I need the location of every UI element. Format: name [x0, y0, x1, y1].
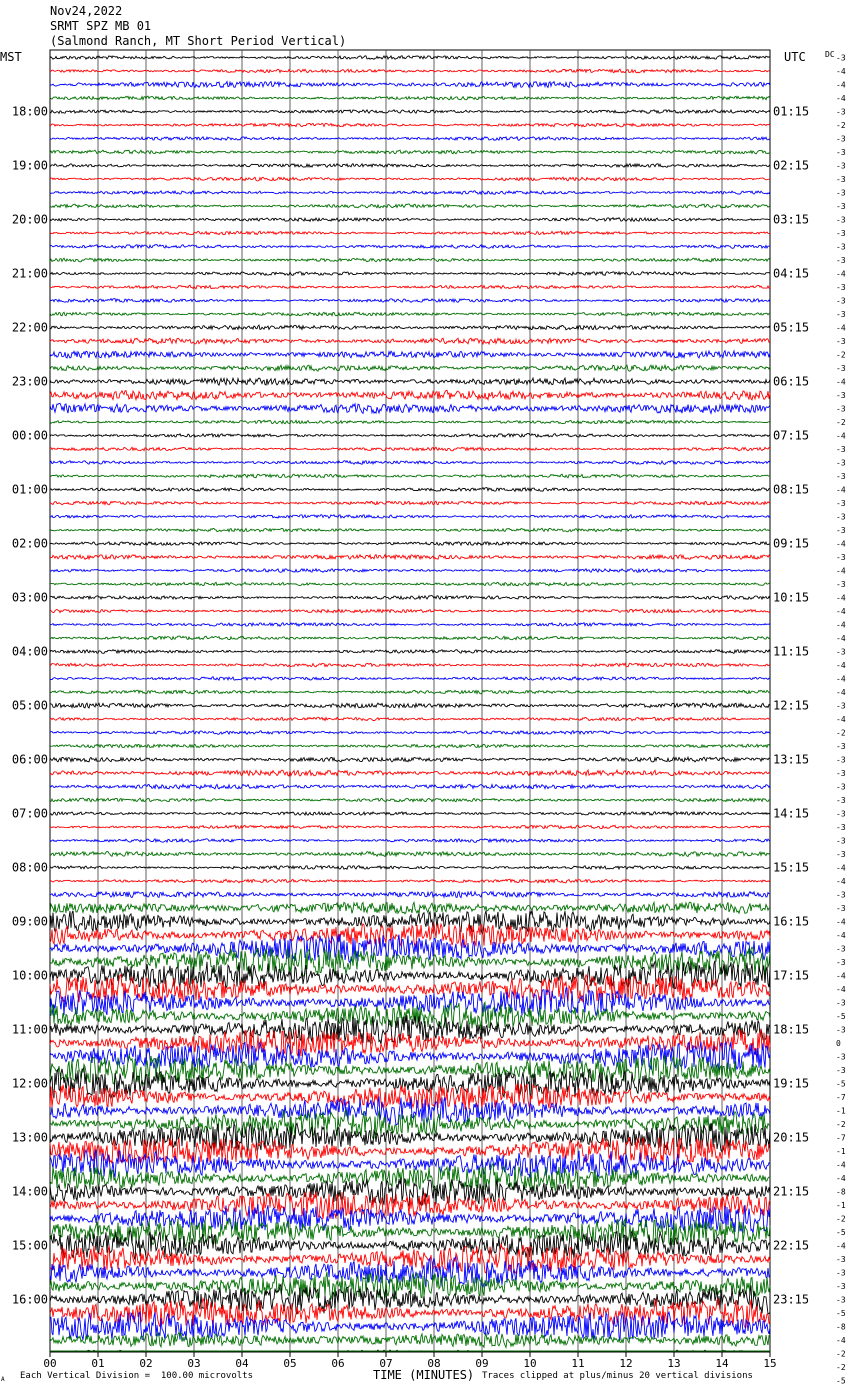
dc-offset-label: -3	[836, 647, 846, 657]
right-time-label: 19:15	[773, 1076, 810, 1091]
left-time-label: 15:00	[11, 1238, 48, 1253]
x-tick-label: 07	[379, 1357, 393, 1370]
dc-offset-label: -3	[836, 1282, 846, 1291]
left-time-label: 20:00	[11, 212, 48, 227]
dc-offset-label: -1	[836, 1147, 846, 1156]
seismic-trace	[50, 365, 770, 371]
dc-offset-label: -3	[836, 782, 846, 792]
seismic-trace	[50, 177, 770, 181]
seismic-trace	[50, 447, 770, 451]
dc-offset-label: -5	[836, 1228, 846, 1237]
right-time-label: 21:15	[773, 1184, 810, 1199]
dc-offset-label: -3	[836, 499, 846, 508]
dc-offset-label: -3	[836, 391, 846, 400]
dc-offset-label: -3	[836, 1255, 846, 1264]
x-tick-label: 10	[523, 1357, 537, 1370]
dc-offset-label: -4	[836, 94, 846, 103]
dc-offset-label: -3	[836, 1052, 846, 1062]
dc-offset-label: -2	[836, 1363, 846, 1372]
seismic-trace	[50, 663, 770, 667]
dc-offset-label: -3	[836, 512, 846, 522]
dc-offset-label: -4	[836, 80, 846, 90]
time-labels	[12, 54, 846, 1390]
x-tick-label: 06	[331, 1357, 345, 1370]
seismic-trace	[50, 717, 770, 721]
footer-scale: Each Vertical Division = 100.00 microvolts	[20, 1371, 253, 1381]
x-tick-label: 03	[187, 1357, 201, 1370]
left-time-label: 00:00	[11, 428, 48, 443]
dc-offset-label: -3	[836, 296, 846, 306]
seismic-trace	[50, 325, 770, 330]
left-time-label: 23:00	[11, 374, 48, 389]
seismic-trace	[50, 866, 770, 870]
header-date: Nov24,2022	[50, 4, 123, 18]
dc-offset-label: 0	[836, 1039, 841, 1048]
seismic-trace	[50, 879, 770, 883]
dc-offset-label: -5	[836, 1012, 846, 1021]
left-time-label: 03:00	[11, 590, 48, 605]
dc-offset-label: -3	[836, 769, 846, 778]
seismic-trace	[50, 528, 770, 532]
header-station: SRMT SPZ MB 01	[50, 19, 152, 33]
dc-offset-label: -3	[836, 148, 846, 157]
dc-offset-label: -3	[836, 755, 846, 765]
dc-offset-label: -3	[836, 175, 846, 184]
seismic-trace	[50, 461, 770, 465]
dc-offset-label: -3	[836, 337, 846, 346]
dc-offset-label: -7	[836, 1133, 846, 1143]
seismic-trace	[50, 677, 770, 681]
seismic-trace	[50, 892, 770, 898]
header-location: (Salmond Ranch, MT Short Period Vertical)	[50, 34, 347, 48]
seismic-trace	[50, 123, 770, 127]
seismic-trace	[50, 852, 770, 857]
dc-offset-label: -4	[836, 634, 846, 643]
seismic-trace	[50, 420, 770, 424]
right-time-label: 14:15	[773, 806, 810, 821]
x-tick-label: 09	[475, 1357, 489, 1370]
seismic-trace	[50, 555, 770, 560]
seismic-trace	[50, 272, 770, 276]
dc-offset-label: -3	[836, 310, 846, 319]
seismic-trace	[50, 245, 770, 249]
seismic-trace	[50, 351, 770, 358]
seismic-trace	[50, 191, 770, 195]
x-tick-label: 02	[139, 1357, 153, 1370]
dc-offset-label: -2	[836, 350, 846, 360]
seismic-trace	[50, 474, 770, 478]
dc-offset-label: -3	[836, 53, 846, 63]
dc-offset-label: -3	[836, 445, 846, 454]
right-time-label: 20:15	[773, 1130, 810, 1145]
left-time-label: 01:00	[11, 482, 48, 497]
dc-offset-label: -3	[836, 1025, 846, 1035]
dc-offset-label: -3	[836, 134, 846, 144]
dc-offset-label: -5	[836, 1079, 846, 1089]
dc-offset-label: -4	[836, 931, 846, 940]
dc-offset-label: -3	[836, 472, 846, 481]
dc-offset-label: -4	[836, 917, 846, 927]
seismic-trace	[50, 825, 770, 829]
dc-offset-label: -3	[836, 904, 846, 913]
seismic-trace	[50, 744, 770, 748]
dc-offset-label: -4	[836, 377, 846, 387]
dc-offset-label: -3	[836, 404, 846, 414]
x-tick-label: 00	[43, 1357, 57, 1370]
seismic-trace	[50, 150, 770, 154]
x-tick-label: 11	[571, 1357, 585, 1370]
x-tick-label: 15	[763, 1357, 777, 1370]
dc-offset-label: -4	[836, 620, 846, 630]
dc-offset-label: -2	[836, 418, 846, 427]
footer-corner-mark: A	[1, 1376, 5, 1383]
seismic-trace	[50, 285, 770, 289]
dc-offset-label: -4	[836, 1336, 846, 1345]
dc-offset-label: -2	[836, 1120, 846, 1129]
seismic-trace	[50, 299, 770, 303]
right-time-label: 05:15	[773, 320, 810, 335]
dc-offset-label: -4	[836, 715, 846, 724]
dc-offset-label: -4	[836, 67, 846, 76]
seismic-trace	[50, 338, 770, 344]
left-time-label: 19:00	[11, 158, 48, 173]
right-time-label: 22:15	[773, 1238, 810, 1253]
right-time-label: 02:15	[773, 158, 810, 173]
dc-offset-label: -4	[836, 1174, 846, 1183]
x-tick-label: 14	[715, 1357, 729, 1370]
dc-offset-label: -3	[836, 958, 846, 967]
dc-offset-label: -2	[836, 728, 846, 738]
x-tick-label: 12	[619, 1357, 633, 1370]
dc-offset-label: -3	[836, 553, 846, 562]
dc-offset-label: -4	[836, 566, 846, 576]
seismic-trace	[50, 609, 770, 613]
dc-offset-label: -5	[836, 1376, 846, 1386]
dc-offset-label: -3	[836, 161, 846, 171]
dc-offset-label: -1	[836, 1106, 846, 1116]
right-time-label: 01:15	[773, 104, 810, 119]
right-time-label: 09:15	[773, 536, 810, 551]
dc-offset-label: -3	[836, 944, 846, 954]
dc-offset-label: -3	[836, 458, 846, 468]
dc-offset-label: -3	[836, 580, 846, 589]
dc-offset-label: -4	[836, 863, 846, 873]
left-time-label: 04:00	[11, 644, 48, 659]
seismic-trace	[50, 542, 770, 546]
dc-offset-label: -3	[836, 1295, 846, 1305]
dc-offset-label: -3	[836, 256, 846, 265]
left-time-label: 21:00	[11, 266, 48, 281]
dc-offset-label: -8	[836, 1187, 846, 1197]
dc-offset-label: -4	[836, 323, 846, 333]
seismic-trace	[50, 784, 770, 789]
dc-offset-label: -3	[836, 742, 846, 751]
seismic-trace	[50, 501, 770, 505]
seismic-trace	[50, 312, 770, 316]
left-time-label: 18:00	[11, 104, 48, 119]
left-time-label: 22:00	[11, 320, 48, 335]
dc-offset-label: -3	[836, 202, 846, 211]
dc-offset-label: -3	[836, 823, 846, 832]
dc-offset-label: -4	[836, 674, 846, 684]
seismic-trace	[50, 1299, 770, 1328]
right-time-label: 08:15	[773, 482, 810, 497]
right-time-label: 03:15	[773, 212, 810, 227]
dc-offset-label: -8	[836, 1322, 846, 1332]
left-time-label: 05:00	[11, 698, 48, 713]
seismic-trace	[50, 488, 770, 492]
seismic-trace	[50, 569, 770, 573]
left-time-label: 10:00	[11, 968, 48, 983]
seismic-trace	[50, 137, 770, 141]
x-tick-label: 08	[427, 1357, 441, 1370]
dc-offset-label: -3	[836, 215, 846, 225]
dc-offset-label: -3	[836, 1066, 846, 1075]
seismic-trace	[50, 515, 770, 519]
seismic-trace	[50, 636, 770, 640]
right-time-label: 12:15	[773, 698, 810, 713]
x-tick-label: 05	[283, 1357, 297, 1370]
x-tick-label: 13	[667, 1357, 681, 1370]
dc-offset-label: -3	[836, 796, 846, 805]
left-time-label: 07:00	[11, 806, 48, 821]
x-tick-label: 01	[91, 1357, 105, 1370]
footer-clip: Traces clipped at plus/minus 20 vertical divisions	[482, 1371, 753, 1381]
dc-offset-label: -3	[836, 107, 846, 117]
dc-offset-label: -4	[836, 269, 846, 279]
seismic-trace	[50, 596, 770, 600]
dc-offset-label: -3	[836, 242, 846, 252]
seismic-trace	[50, 231, 770, 235]
dc-offset-label: -3	[836, 890, 846, 900]
seismic-trace	[50, 1244, 770, 1273]
dc-offset-label: -3	[836, 701, 846, 711]
right-axis-label: UTC	[784, 50, 806, 64]
dc-offset-label: -4	[836, 431, 846, 441]
right-time-label: 17:15	[773, 968, 810, 983]
left-time-label: 16:00	[11, 1292, 48, 1307]
left-time-label: 12:00	[11, 1076, 48, 1091]
dc-offset-label: -4	[836, 1241, 846, 1251]
dc-offset-label: -2	[836, 1349, 846, 1359]
right-time-label: 06:15	[773, 374, 810, 389]
right-time-label: 10:15	[773, 590, 810, 605]
dc-offset-label: -1	[836, 1201, 846, 1210]
seismic-trace	[50, 403, 770, 413]
seismic-trace	[50, 1068, 770, 1099]
dc-offset-label: -3	[836, 229, 846, 238]
seismic-trace	[50, 164, 770, 168]
seismic-trace	[50, 690, 770, 694]
left-time-label: 11:00	[11, 1022, 48, 1037]
right-time-label: 11:15	[773, 644, 810, 659]
right-time-label: 15:15	[773, 860, 810, 875]
seismic-trace	[50, 110, 770, 114]
dc-offset-label: -3	[836, 850, 846, 859]
seismic-trace	[50, 623, 770, 627]
dc-offset-label: -3	[836, 998, 846, 1008]
right-time-label: 04:15	[773, 266, 810, 281]
dc-offset-label: -4	[836, 877, 846, 886]
left-time-label: 02:00	[11, 536, 48, 551]
seismic-trace	[50, 650, 770, 654]
seismic-trace	[50, 204, 770, 208]
seismic-traces	[50, 56, 770, 1351]
dc-offset-label: -2	[836, 121, 846, 130]
dc-offset-label: -4	[836, 485, 846, 495]
x-axis-label: TIME (MINUTES)	[373, 1368, 475, 1382]
seismic-trace	[50, 258, 770, 262]
right-time-label: 23:15	[773, 1292, 810, 1307]
seismic-trace	[50, 812, 770, 816]
seismic-trace	[50, 839, 770, 843]
right-time-label: 18:15	[773, 1022, 810, 1037]
dc-label: DC	[825, 50, 835, 59]
dc-offset-label: -5	[836, 1309, 846, 1318]
dc-offset-label: -3	[836, 188, 846, 198]
dc-offset-label: -2	[836, 1214, 846, 1224]
seismic-trace	[50, 731, 770, 735]
dc-offset-label: -4	[836, 539, 846, 549]
seismic-trace	[50, 770, 770, 776]
seismic-trace	[50, 703, 770, 708]
dc-offset-label: -4	[836, 1160, 846, 1170]
left-time-label: 09:00	[11, 914, 48, 929]
dc-offset-label: -4	[836, 661, 846, 670]
seismic-trace	[50, 434, 770, 438]
seismic-trace	[50, 82, 770, 88]
seismic-trace	[50, 218, 770, 222]
left-time-label: 06:00	[11, 752, 48, 767]
dc-offset-label: -4	[836, 688, 846, 697]
seismic-trace	[50, 69, 770, 73]
seismic-trace	[50, 390, 770, 400]
dc-offset-label: -3	[836, 364, 846, 373]
seismic-trace	[50, 961, 770, 989]
dc-offset-label: -3	[836, 836, 846, 846]
dc-offset-label: -3	[836, 526, 846, 535]
seismic-trace	[50, 582, 770, 586]
left-time-label: 14:00	[11, 1184, 48, 1199]
right-time-label: 07:15	[773, 428, 810, 443]
dc-offset-label: -4	[836, 593, 846, 603]
dc-offset-label: -3	[836, 283, 846, 292]
seismic-trace	[50, 798, 770, 802]
left-time-label: 13:00	[11, 1130, 48, 1145]
x-tick-label: 04	[235, 1357, 249, 1370]
dc-offset-label: -4	[836, 985, 846, 994]
dc-offset-label: -4	[836, 971, 846, 981]
seismic-trace	[50, 757, 770, 762]
dc-offset-label: -4	[836, 607, 846, 616]
dc-offset-label: -7	[836, 1093, 846, 1102]
dc-offset-label: -3	[836, 809, 846, 819]
dc-offset-label: -3	[836, 1268, 846, 1278]
seismic-trace	[50, 902, 770, 914]
seismic-trace	[50, 56, 770, 60]
seismic-trace	[50, 378, 770, 385]
right-time-label: 13:15	[773, 752, 810, 767]
left-axis-label: MST	[0, 50, 22, 64]
left-time-label: 08:00	[11, 860, 48, 875]
right-time-label: 16:15	[773, 914, 810, 929]
seismic-trace	[50, 96, 770, 100]
